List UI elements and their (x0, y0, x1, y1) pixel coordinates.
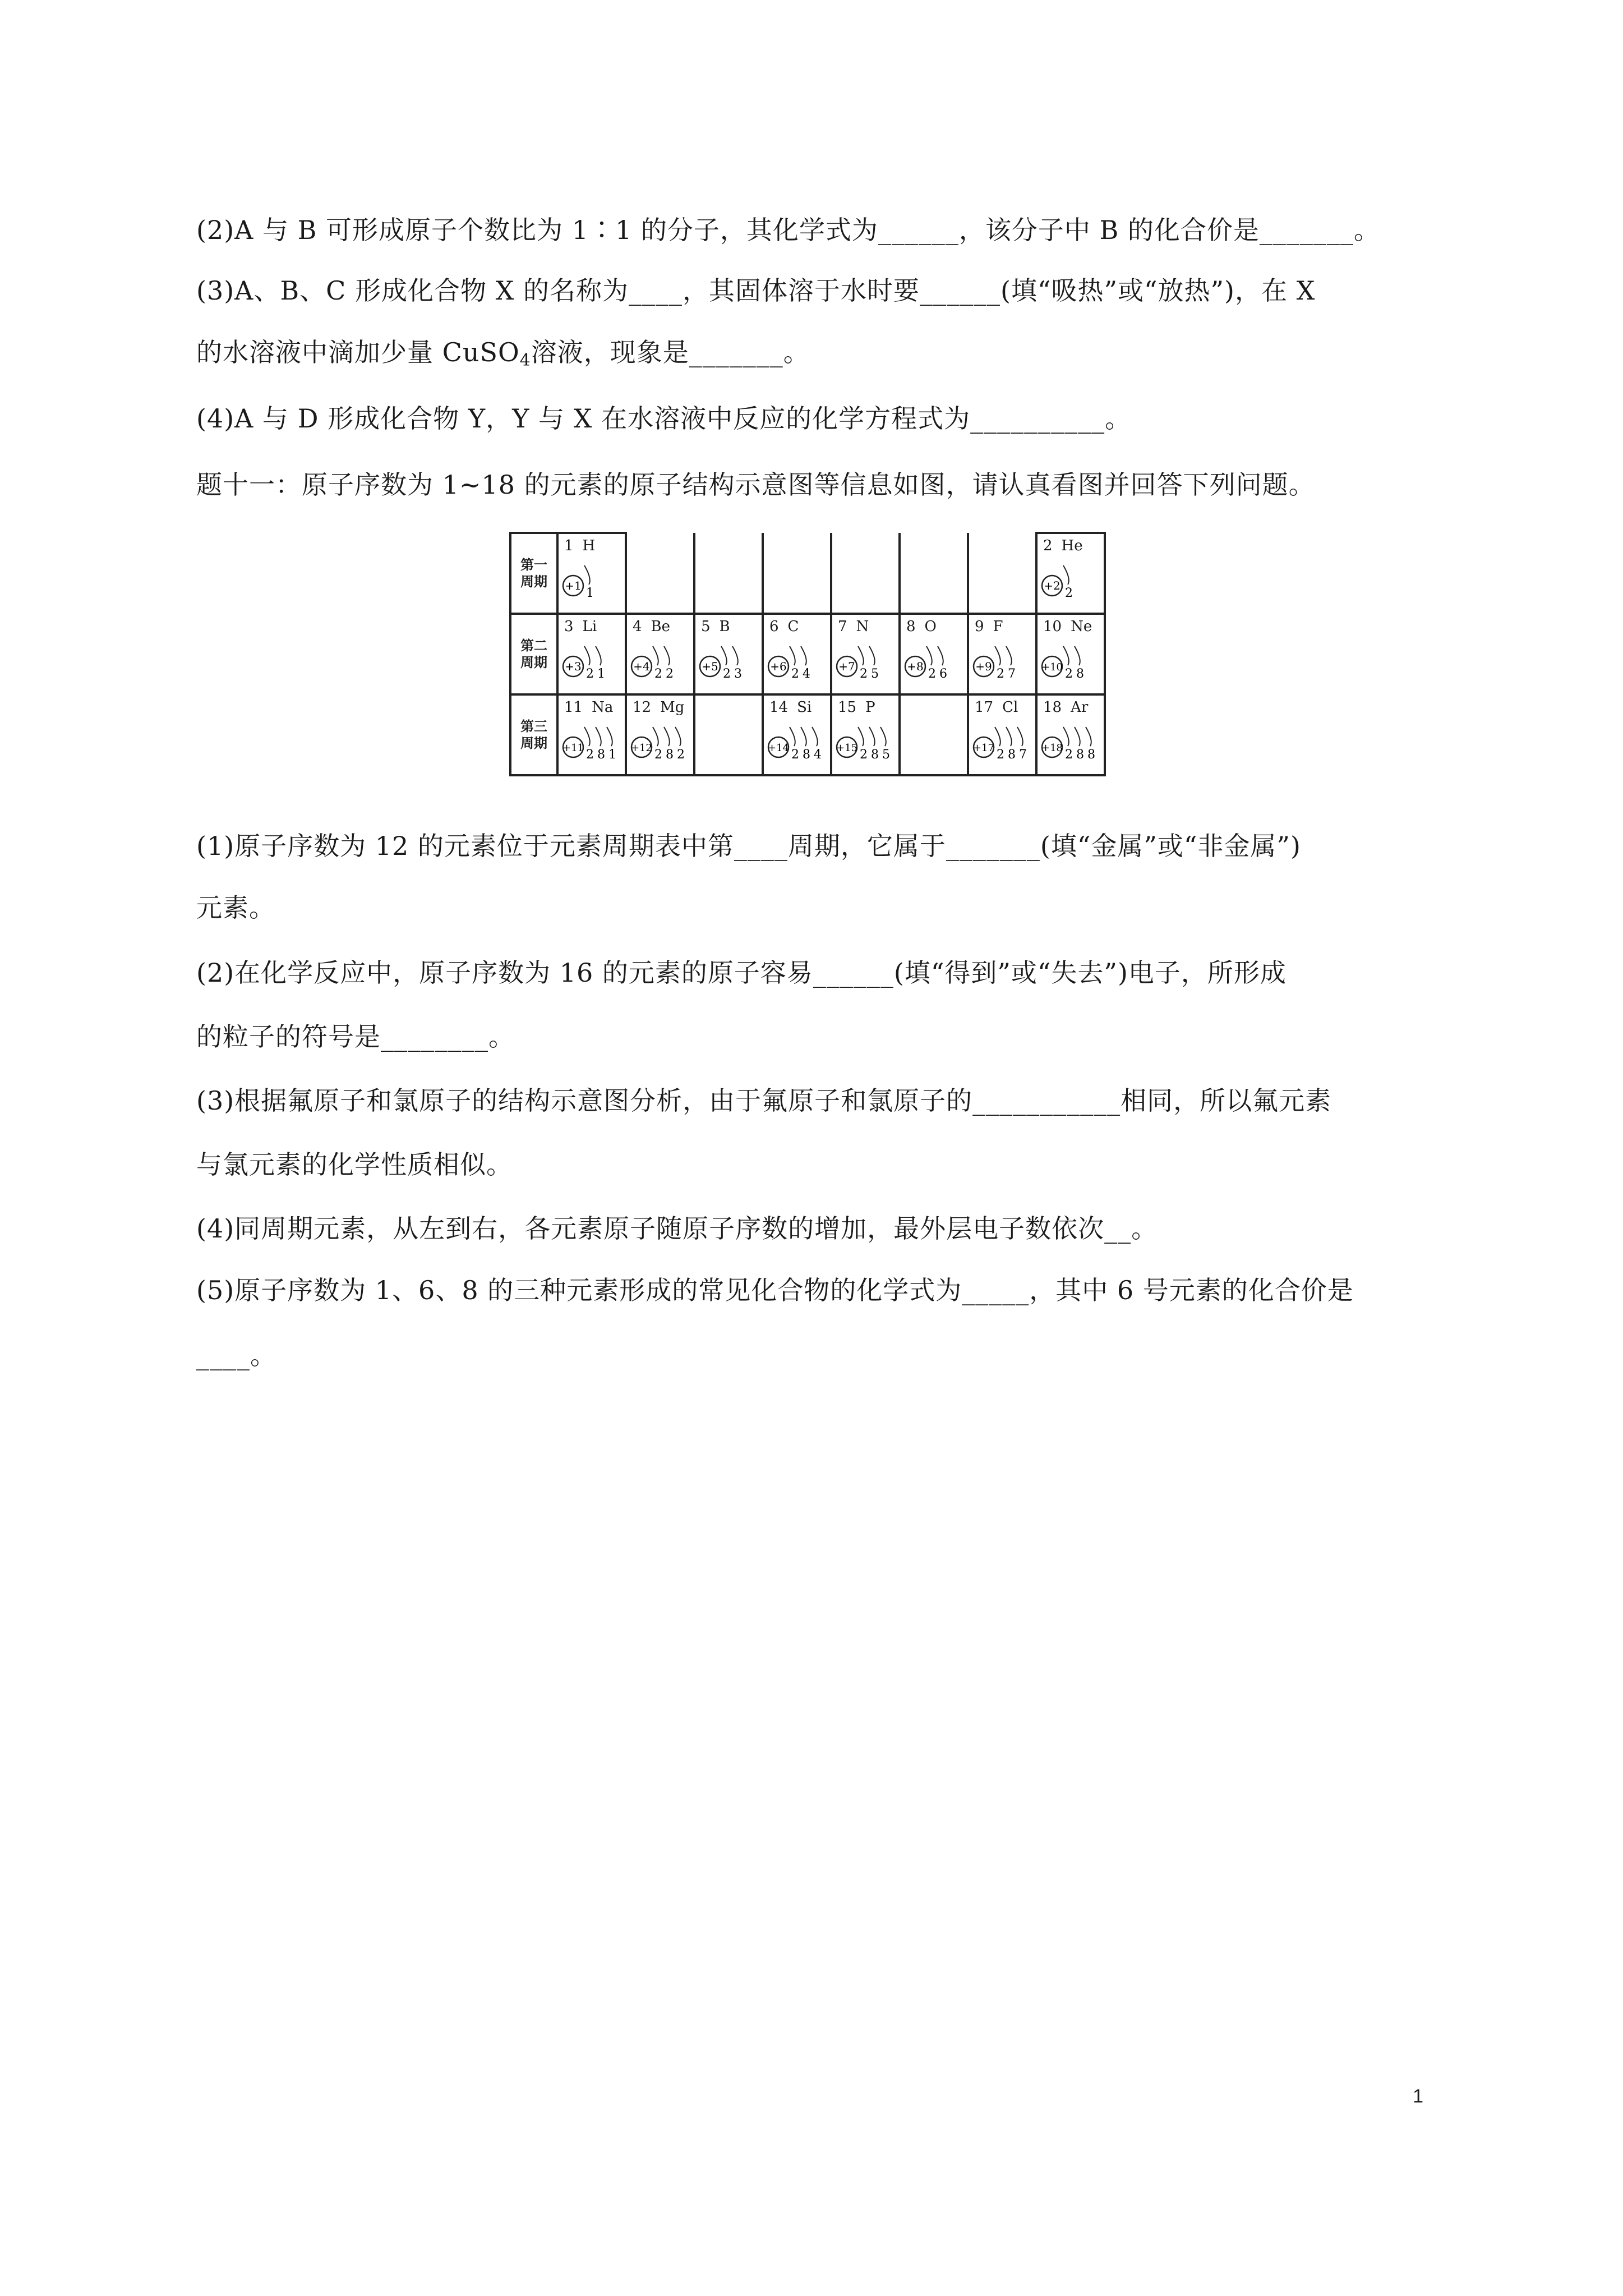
empty-cell (694, 533, 763, 614)
atomic-number: 8 (906, 618, 916, 635)
line-q4-equation: (4)A 与 D 形成化合物 Y，Y 与 X 在水溶液中反应的化学方程式为__________。 (196, 403, 1132, 434)
sub-question-5b: ____。 (196, 1340, 276, 1370)
shell-electron-count: 1 (608, 748, 616, 762)
shell-electron-count: 2 (860, 667, 868, 681)
shell-electron-count: 3 (734, 667, 742, 681)
shell-electron-count: 4 (803, 667, 810, 681)
line-q2-formula: (2)A 与 B 可形成原子个数比为 1∶1 的分子，其化学式为______，该分子中 B 的化合价是_______。 (196, 215, 1380, 245)
element-header (838, 699, 875, 716)
element-cell (626, 614, 694, 694)
electron-shell-arc (664, 727, 670, 746)
period-label-1: 第一 周期 (510, 533, 557, 614)
electron-shell-arc (675, 727, 681, 746)
shell-electron-count: 8 (1087, 748, 1095, 762)
atomic-number: 9 (975, 618, 984, 635)
atomic-structure-diagram (1040, 556, 1103, 608)
shell-electron-count: 2 (791, 667, 799, 681)
shell-electron-count: 1 (586, 586, 594, 600)
empty-cell (968, 533, 1036, 614)
shell-electron-count: 2 (791, 748, 799, 762)
element-header (769, 618, 799, 635)
element-header (838, 618, 869, 635)
element-cell (694, 614, 763, 694)
electron-shell-arc (858, 646, 864, 665)
electron-shell-arc (869, 646, 875, 665)
nuclear-charge: +6 (770, 660, 787, 673)
shell-electron-count: 2 (1065, 748, 1073, 762)
sub-question-1a: (1)原子序数为 12 的元素位于元素周期表中第____周期，它属于_______(填“金属”或“非金属”) (196, 831, 1301, 861)
electron-shell-arc (1006, 727, 1012, 746)
atomic-structure-diagram (971, 718, 1034, 770)
atomic-structure-diagram (1040, 718, 1103, 770)
atomic-number: 7 (838, 618, 847, 635)
atomic-number: 11 (564, 699, 583, 716)
sub-question-3a: (3)根据氟原子和氯原子的结构示意图分析，由于氟原子和氯原子的___________相同，所以氟元素 (196, 1085, 1332, 1116)
shell-electron-count: 8 (1008, 748, 1016, 762)
atomic-structure-diagram (903, 637, 966, 689)
atomic-number: 12 (633, 699, 652, 716)
electron-shell-arc (790, 727, 795, 746)
shell-electron-count: 2 (997, 667, 1004, 681)
atomic-structure-diagram (561, 718, 624, 770)
shell-electron-count: 8 (871, 748, 879, 762)
element-header (1043, 537, 1083, 554)
shell-electron-count: 8 (1076, 748, 1084, 762)
element-cell (557, 533, 626, 614)
shell-electron-count: 2 (997, 748, 1004, 762)
atomic-structure-diagram (629, 637, 692, 689)
electron-shell-arc (1075, 727, 1080, 746)
shell-electron-count: 2 (586, 667, 594, 681)
subscript-4: 4 (519, 351, 531, 370)
atomic-structure-diagram (834, 637, 897, 689)
element-cell (968, 614, 1036, 694)
atomic-number: 2 (1043, 537, 1053, 554)
element-symbol: B (719, 618, 730, 635)
element-cell (763, 694, 831, 775)
element-symbol: Ne (1071, 618, 1092, 635)
element-symbol: Cl (1002, 699, 1018, 716)
electron-shell-arc (664, 646, 670, 665)
element-header (906, 618, 937, 635)
atomic-number: 15 (838, 699, 857, 716)
element-header (769, 699, 811, 716)
nuclear-charge: +17 (973, 742, 994, 754)
nuclear-charge: +2 (1044, 579, 1061, 592)
shell-electron-count: 2 (860, 748, 868, 762)
element-cell (557, 614, 626, 694)
sub-question-3b: 与氯元素的化学性质相似。 (196, 1149, 513, 1180)
electron-shell-arc (584, 646, 590, 665)
atomic-number: 1 (564, 537, 574, 554)
shell-electron-count: 8 (803, 748, 810, 762)
atomic-number: 6 (769, 618, 779, 635)
electron-shell-arc (596, 727, 601, 746)
element-cell (1036, 694, 1105, 775)
shell-electron-count: 8 (666, 748, 674, 762)
element-header (564, 618, 597, 635)
element-symbol: N (856, 618, 869, 635)
electron-shell-arc (869, 727, 875, 746)
electron-shell-arc (584, 727, 590, 746)
line-q3-cuso4-text-b: 溶液，现象是_______。 (531, 337, 810, 367)
atomic-structure-diagram (561, 637, 624, 689)
atomic-structure-diagram (561, 556, 624, 608)
nuclear-charge: +14 (768, 742, 789, 754)
shell-electron-count: 2 (654, 748, 662, 762)
element-cell (557, 694, 626, 775)
element-symbol: C (787, 618, 799, 635)
nuclear-charge: +3 (565, 660, 582, 673)
element-symbol: P (865, 699, 875, 716)
empty-cell (831, 533, 900, 614)
electron-shell-arc (1086, 727, 1091, 746)
shell-electron-count: 6 (939, 667, 947, 681)
empty-cell (763, 533, 831, 614)
atomic-number: 3 (564, 618, 574, 635)
electron-shell-arc (801, 727, 806, 746)
shell-electron-count: 4 (814, 748, 822, 762)
electron-shell-arc (732, 646, 738, 665)
period-label-2: 第二 周期 (510, 614, 557, 694)
electron-shell-arc (995, 727, 1000, 746)
electron-shell-arc (653, 646, 658, 665)
electron-shell-arc (880, 727, 886, 746)
element-cell (626, 694, 694, 775)
atomic-number: 14 (769, 699, 789, 716)
nuclear-charge: +4 (633, 660, 650, 673)
nuclear-charge: +10 (1041, 661, 1063, 673)
shell-electron-count: 2 (677, 748, 685, 762)
nuclear-charge: +1 (565, 579, 582, 592)
electron-shell-arc (607, 727, 612, 746)
atomic-structure-diagram (766, 718, 829, 770)
electron-shell-arc (926, 646, 932, 665)
shell-electron-count: 2 (654, 667, 662, 681)
sub-question-2b: 的粒子的符号是________。 (196, 1022, 515, 1052)
atomic-number: 10 (1043, 618, 1062, 635)
nuclear-charge: +18 (1041, 742, 1063, 754)
page-number: 1 (1413, 2086, 1423, 2107)
period-label-3: 第三 周期 (510, 694, 557, 775)
sub-question-5a: (5)原子序数为 1、6、8 的三种元素形成的常见化合物的化学式为_____，其中 6 号元素的化合价是 (196, 1275, 1354, 1305)
electron-shell-arc (721, 646, 727, 665)
element-cell (831, 614, 900, 694)
element-symbol: Li (582, 618, 597, 635)
shell-electron-count: 2 (1065, 667, 1073, 681)
element-header (1043, 699, 1088, 716)
element-header (1043, 618, 1092, 635)
question-11-title: 题十一：原子序数为 1~18 的元素的原子结构示意图等信息如图，请认真看图并回答下列问题。 (196, 470, 1315, 500)
sub-question-4: (4)同周期元素，从左到右，各元素原子随原子序数的增加，最外层电子数依次__。 (196, 1213, 1158, 1244)
element-cell (763, 614, 831, 694)
element-header (564, 699, 613, 716)
element-header (975, 618, 1003, 635)
shell-electron-count: 8 (1076, 667, 1084, 681)
element-symbol: O (924, 618, 937, 635)
electron-shell-arc (1017, 727, 1023, 746)
electron-shell-arc (1063, 646, 1069, 665)
shell-electron-count: 2 (586, 748, 594, 762)
shell-electron-count: 2 (1065, 586, 1073, 600)
periodic-table-figure (509, 532, 1106, 776)
sub-question-1b: 元素。 (196, 892, 275, 923)
atomic-structure-diagram (1040, 637, 1103, 689)
empty-cell (900, 694, 968, 775)
shell-electron-count: 8 (597, 748, 605, 762)
element-symbol: Na (592, 699, 614, 716)
nuclear-charge: +5 (702, 660, 718, 673)
element-symbol: Mg (660, 699, 685, 716)
line-q3-compound-x: (3)A、B、C 形成化合物 X 的名称为____，其固体溶于水时要______(填“吸热”或“放热”)，在 X (196, 275, 1316, 306)
atomic-number: 4 (633, 618, 642, 635)
empty-cell (626, 533, 694, 614)
electron-shell-arc (1006, 646, 1012, 665)
empty-cell (694, 694, 763, 775)
shell-electron-count: 7 (1019, 748, 1027, 762)
sub-question-2a: (2)在化学反应中，原子序数为 16 的元素的原子容易______(填“得到”或“失去”)电子，所形成 (196, 958, 1287, 988)
element-cell (968, 694, 1036, 775)
element-header (564, 537, 595, 554)
atomic-structure-diagram (698, 637, 760, 689)
empty-cell (900, 533, 968, 614)
element-cell (1036, 533, 1105, 614)
element-symbol: Be (651, 618, 671, 635)
nuclear-charge: +9 (975, 660, 992, 673)
electron-shell-arc (995, 646, 1000, 665)
shell-electron-count: 2 (666, 667, 674, 681)
electron-shell-arc (596, 646, 601, 665)
electron-shell-arc (1063, 727, 1069, 746)
electron-shell-arc (858, 727, 864, 746)
atomic-number: 18 (1043, 699, 1062, 716)
atomic-structure-diagram (629, 718, 692, 770)
electron-shell-arc (790, 646, 795, 665)
shell-electron-count: 5 (882, 748, 890, 762)
atomic-structure-diagram (834, 718, 897, 770)
element-cell (831, 694, 900, 775)
atomic-number: 17 (975, 699, 994, 716)
element-cell (1036, 614, 1105, 694)
electron-shell-arc (801, 646, 806, 665)
nuclear-charge: +8 (907, 660, 924, 673)
shell-electron-count: 2 (928, 667, 936, 681)
element-header (633, 618, 670, 635)
nuclear-charge: +15 (836, 742, 857, 754)
shell-electron-count: 5 (871, 667, 879, 681)
electron-shell-arc (1063, 565, 1069, 585)
nuclear-charge: +7 (838, 660, 855, 673)
shell-electron-count: 7 (1008, 667, 1016, 681)
atomic-structure-diagram (766, 637, 829, 689)
element-header (633, 699, 684, 716)
atomic-number: 5 (701, 618, 711, 635)
electron-shell-arc (653, 727, 658, 746)
nuclear-charge: +12 (631, 742, 652, 754)
shell-electron-count: 1 (597, 667, 605, 681)
element-symbol: He (1061, 537, 1083, 554)
element-header (701, 618, 730, 635)
nuclear-charge: +11 (562, 742, 584, 754)
line-q3-cuso4 (196, 335, 810, 378)
element-symbol: H (582, 537, 596, 554)
element-symbol: F (993, 618, 1003, 635)
atomic-structure-diagram (971, 637, 1034, 689)
shell-electron-count: 2 (723, 667, 731, 681)
element-symbol: Ar (1071, 699, 1089, 716)
electron-shell-arc (584, 565, 590, 585)
element-cell (900, 614, 968, 694)
electron-shell-arc (812, 727, 818, 746)
element-header (975, 699, 1018, 716)
electron-shell-arc (1075, 646, 1080, 665)
line-q3-cuso4-text-a: 的水溶液中滴加少量 CuSO (196, 337, 520, 367)
electron-shell-arc (938, 646, 943, 665)
element-symbol: Si (797, 699, 812, 716)
